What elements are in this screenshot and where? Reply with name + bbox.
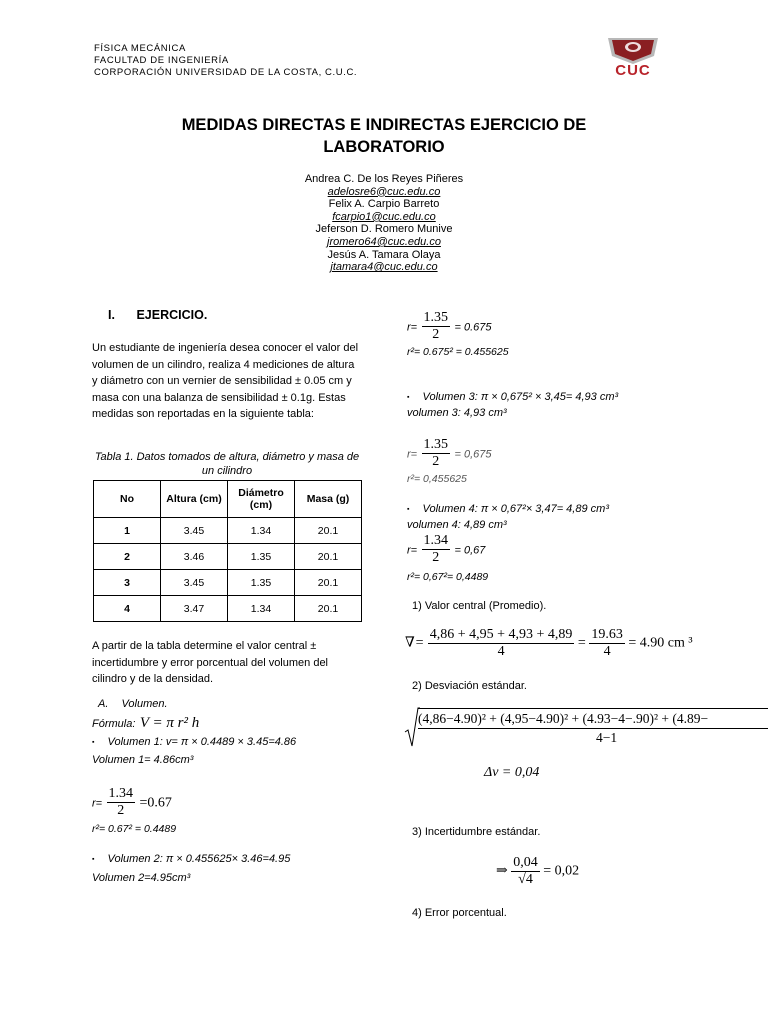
mean-fraction — [428, 627, 575, 660]
table-header-cell: Altura (cm) — [161, 481, 228, 518]
table-header-cell: No — [94, 481, 161, 518]
fraction-denominator: 2 — [432, 454, 440, 469]
cuc-logo — [604, 34, 662, 80]
std-dev-denominator: 4−1 — [596, 730, 618, 745]
fraction-numerator: 19.63 — [591, 627, 623, 642]
table-cell: 20.1 — [295, 570, 362, 596]
volumen-3-calc: Volumen 3: π × 0,675² × 3,45= 4,93 cm³ — [422, 391, 619, 403]
table-row — [94, 596, 362, 622]
std-dev-numerator: (4,86−4.90)² + (4,95−4.90)² + (4.93−4−.90)² + (4.89− — [418, 711, 709, 726]
table-header-row — [94, 481, 362, 518]
table-header-cell: Masa (g) — [295, 481, 362, 518]
data-table — [93, 480, 362, 622]
data-table-wrapper — [93, 480, 362, 622]
formula-line — [92, 714, 199, 732]
uncertainty-fraction — [511, 855, 540, 888]
volumen-2-result: Volumen 2=4.95cm³ — [92, 872, 191, 884]
fraction-denominator: 4 — [603, 644, 611, 659]
table-cell: 3.46 — [161, 544, 228, 570]
author-email[interactable]: adelosre6@cuc.edu.co — [327, 185, 441, 198]
fraction-numerator: 1.35 — [423, 437, 449, 452]
radius-a-equation — [407, 310, 492, 343]
radius-prefix: r= — [407, 321, 418, 334]
item-error-porcentual: 4) Error porcentual. — [412, 907, 507, 919]
table-cell: 3.45 — [161, 518, 228, 544]
radius-1-squared: r²= 0.67² = 0.4489 — [92, 823, 177, 835]
table-cell: 20.1 — [295, 518, 362, 544]
radius-c-squared: r²= 0,67²= 0,4489 — [407, 571, 489, 583]
sqrt-bar — [418, 708, 768, 709]
author-name: Andrea C. De los Reyes Piñeres — [304, 173, 464, 185]
table-cell: 1.34 — [228, 596, 295, 622]
title-line-2: LABORATORIO — [323, 138, 445, 156]
subsection-title: Volumen. — [121, 698, 168, 710]
section-title: EJERCICIO. — [136, 308, 208, 322]
author-email[interactable]: jromero64@cuc.edu.co — [327, 235, 441, 248]
uncertainty-equation — [496, 855, 579, 888]
mean-fraction-2 — [589, 627, 625, 660]
header-block — [94, 43, 357, 79]
radius-b-equation — [407, 437, 492, 470]
bullet-icon: ▪ — [92, 738, 95, 746]
volumen-2-line — [92, 853, 290, 865]
bullet-icon: ▪ — [407, 393, 410, 401]
radius-value: = 0.675 — [454, 321, 492, 334]
item-valor-central: 1) Valor central (Promedio). — [412, 600, 547, 612]
std-dev-result: Δv = 0,04 — [484, 765, 540, 780]
table-cell: 20.1 — [295, 596, 362, 622]
radius-value: = 0,67 — [454, 544, 486, 557]
table-cell: 1 — [94, 518, 161, 544]
volumen-1-result: Volumen 1= 4.86cm³ — [92, 754, 194, 766]
header-line-1: FÍSICA MECÁNICA — [94, 43, 186, 54]
radius-c-equation — [407, 533, 485, 566]
radius-fraction — [422, 437, 451, 470]
table-cell: 1.35 — [228, 570, 295, 596]
mean-value: = 4.90 cm ³ — [628, 635, 693, 651]
radius-fraction — [107, 786, 136, 819]
mean-equals: = — [577, 635, 586, 651]
volumen-1-calc: Volumen 1: v= π × 0.4489 × 3.45=4.86 — [107, 736, 297, 748]
item-incertidumbre: 3) Incertidumbre estándar. — [412, 826, 541, 838]
authors-block — [94, 173, 674, 274]
section-heading — [108, 308, 207, 322]
author-name: Felix A. Carpio Barreto — [328, 198, 440, 211]
fraction-denominator: √4 — [518, 872, 533, 887]
intro-paragraph: Un estudiante de ingeniería desea conocer el valor del volumen de un cilindro, realiza 4 mediciones de altura y diámetro con un vernier de sensibilidad ± 0.05 cm y masa con una balanza de sensibilidad ± 0.1g. Estas medidas son reportadas en la siguiente tabla: — [92, 342, 359, 420]
radius-b-squared: r²= 0,455625 — [407, 473, 467, 485]
header-line-3: CORPORACIÓN UNIVERSIDAD DE LA COSTA, C.U.C. — [94, 67, 358, 78]
section-number: I. — [108, 308, 115, 322]
table-cell: 3.45 — [161, 570, 228, 596]
fraction-denominator: 2 — [117, 803, 125, 818]
table-cell: 3 — [94, 570, 161, 596]
author-name: Jesús A. Tamara Olaya — [327, 248, 441, 261]
uncertainty-value: = 0,02 — [543, 863, 580, 879]
volumen-3-line — [407, 391, 618, 403]
volumen-3-result: volumen 3: 4,93 cm³ — [407, 407, 507, 419]
fraction-numerator: 1.34 — [423, 533, 449, 548]
radius-prefix: r= — [407, 544, 418, 557]
table-cell: 20.1 — [295, 544, 362, 570]
std-dev-equation — [404, 706, 768, 748]
fraction-denominator: 2 — [432, 550, 440, 565]
table-header-cell: Diámetro (cm) — [228, 481, 295, 518]
table-row — [94, 518, 362, 544]
volumen-1-line — [92, 736, 296, 748]
volumen-4-calc: Volumen 4: π × 0,67²× 3,47= 4,89 cm³ — [422, 503, 609, 515]
mean-lhs: ∇= — [405, 635, 425, 651]
volumen-4-line — [407, 503, 609, 515]
fraction-numerator: 1.34 — [108, 786, 134, 801]
document-title — [94, 114, 674, 158]
fraction-denominator: 4 — [497, 644, 505, 659]
volumen-2-calc: Volumen 2: π × 0.455625× 3.46=4.95 — [107, 853, 291, 865]
question-paragraph: A partir de la tabla determine el valor central ± incertidumbre y error porcentual del volumen del cilindro y de la densidad. — [92, 640, 329, 685]
volumen-4-result: volumen 4: 4,89 cm³ — [407, 519, 507, 531]
author-name: Jeferson D. Romero Munive — [315, 223, 453, 236]
radius-prefix: r= — [92, 797, 103, 810]
subsection-volumen — [98, 698, 168, 710]
radius-value: =0.67 — [139, 795, 172, 811]
table-row — [94, 570, 362, 596]
implies-icon: ⇒ — [496, 863, 508, 879]
radius-fraction — [422, 533, 451, 566]
item-desviacion: 2) Desviación estándar. — [412, 680, 527, 692]
formula-label: Fórmula: — [92, 718, 136, 730]
table-cell: 2 — [94, 544, 161, 570]
fraction-numerator: 1.35 — [423, 310, 449, 325]
radius-value: = 0,675 — [454, 448, 492, 461]
table-cell: 4 — [94, 596, 161, 622]
table-caption: Tabla 1. Datos tomados de altura, diámetro y masa de un cilindro — [94, 451, 360, 477]
table-cell: 1.34 — [228, 518, 295, 544]
radius-fraction — [422, 310, 451, 343]
radius-a-squared: r²= 0.675² = 0.455625 — [407, 346, 509, 358]
author-email[interactable]: fcarpio1@cuc.edu.co — [332, 210, 436, 223]
logo-text: CUC — [615, 62, 651, 79]
subsection-letter: A. — [98, 698, 109, 710]
fraction-denominator: 2 — [432, 327, 440, 342]
table-cell: 3.47 — [161, 596, 228, 622]
mean-equation — [405, 627, 693, 660]
fraction-numerator: 0,04 — [513, 855, 538, 870]
fraction-numerator: 4,86 + 4,95 + 4,93 + 4,89 — [429, 627, 573, 642]
radius-prefix: r= — [407, 448, 418, 461]
radius-1-equation — [92, 786, 172, 819]
header-line-2: FACULTAD DE INGENIERÍA — [94, 55, 229, 66]
bullet-icon: ▪ — [92, 855, 95, 863]
bullet-icon: ▪ — [407, 505, 410, 513]
fraction-bar — [418, 728, 768, 729]
table-cell: 1.35 — [228, 544, 295, 570]
formula-expression: V = π r² h — [139, 715, 200, 731]
title-line-1: MEDIDAS DIRECTAS E INDIRECTAS EJERCICIO DE — [181, 116, 587, 134]
author-email[interactable]: jtamara4@cuc.edu.co — [330, 261, 438, 274]
table-row — [94, 544, 362, 570]
